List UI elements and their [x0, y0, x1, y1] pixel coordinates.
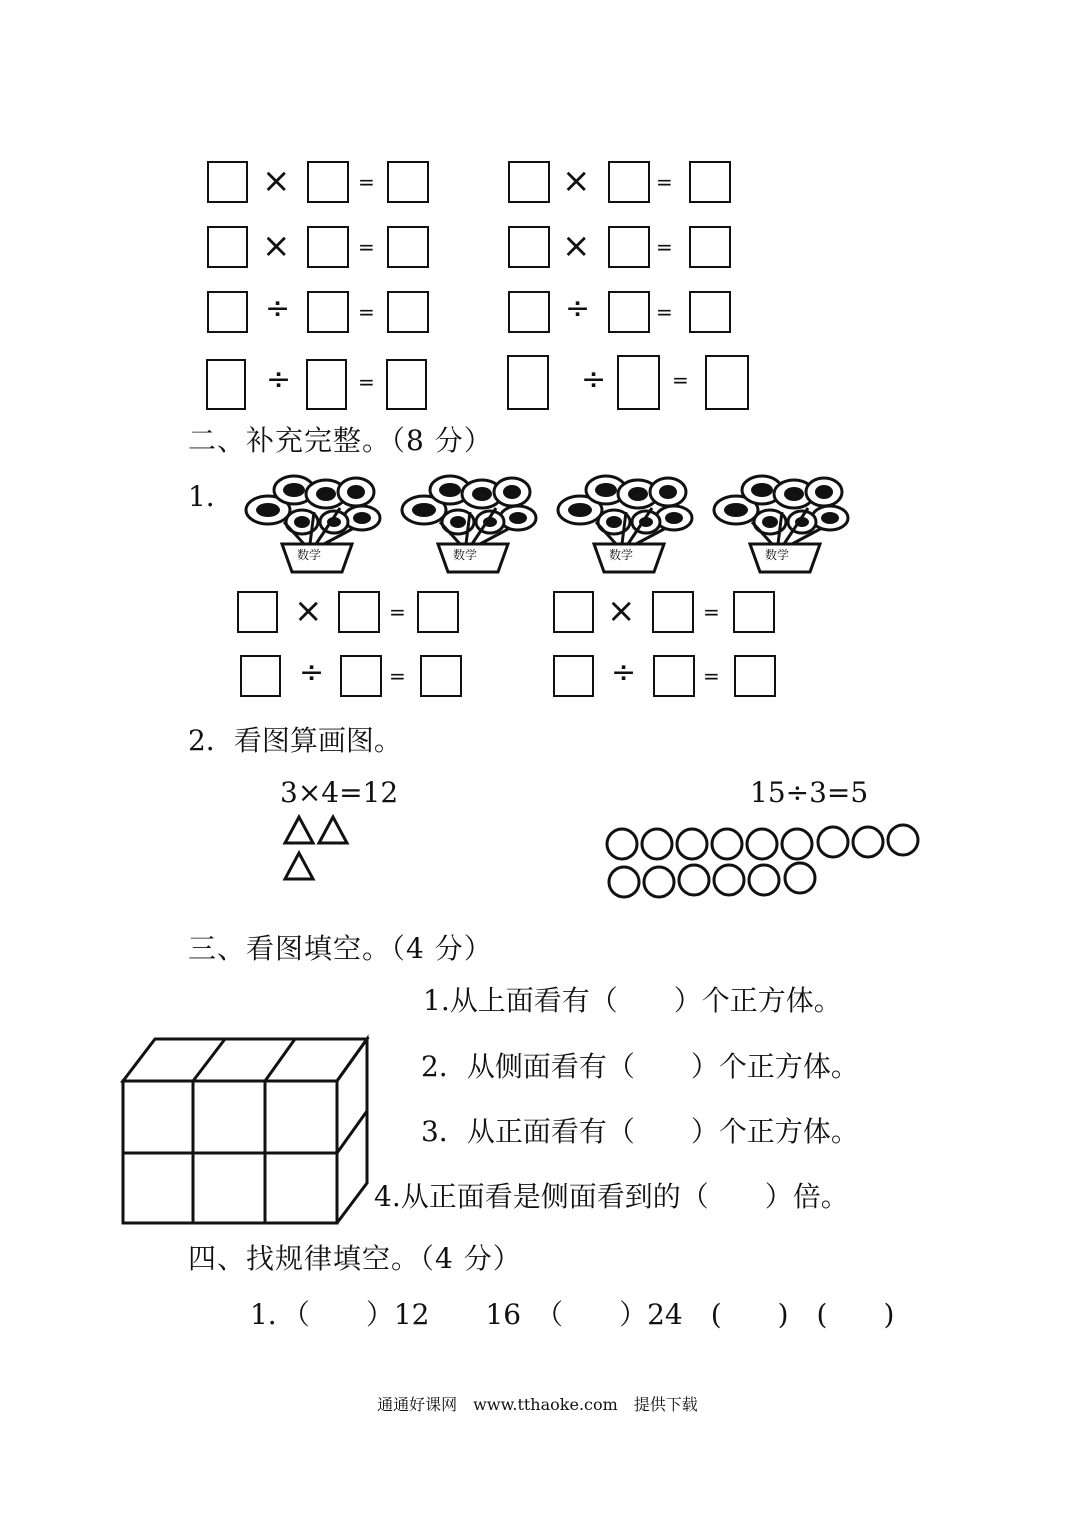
- answer-box[interactable]: [508, 291, 550, 333]
- equals-sign: =: [656, 300, 673, 324]
- answer-box[interactable]: [608, 226, 650, 268]
- equals-sign: =: [389, 664, 406, 688]
- answer-box[interactable]: [652, 591, 694, 633]
- answer-box[interactable]: [689, 226, 731, 268]
- equals-sign: =: [358, 235, 375, 259]
- section3-question-1: 1.从上面看有（ ）个正方体。: [423, 984, 842, 1017]
- equation-multiply: 3×4=12: [280, 776, 399, 809]
- answer-box[interactable]: [340, 655, 382, 697]
- answer-box[interactable]: [705, 355, 749, 410]
- answer-box[interactable]: [386, 359, 427, 410]
- answer-box[interactable]: [689, 161, 731, 203]
- circle-group: [604, 822, 924, 902]
- times-sign: ×: [294, 591, 323, 631]
- equals-sign: =: [672, 368, 689, 392]
- answer-box[interactable]: [420, 655, 462, 697]
- pot-text: 数学: [297, 548, 322, 562]
- times-sign: ×: [607, 591, 636, 631]
- answer-box[interactable]: [206, 359, 246, 410]
- section3-heading: 三、看图填空。（4 分）: [188, 932, 493, 965]
- answer-box[interactable]: [240, 655, 281, 697]
- answer-box[interactable]: [608, 161, 650, 203]
- equation-divide: 15÷3=5: [750, 776, 869, 809]
- triangle-group: [283, 815, 353, 885]
- q2-label: 2．看图算画图。: [188, 724, 402, 757]
- times-sign: ×: [562, 226, 591, 266]
- pot-text: 数学: [765, 548, 790, 562]
- answer-box[interactable]: [338, 591, 380, 633]
- section3-question-4: 4.从正面看是侧面看到的（ ）倍。: [374, 1180, 849, 1213]
- q1-label: 1．: [188, 480, 234, 513]
- divide-sign: ÷: [299, 655, 325, 690]
- answer-box[interactable]: [608, 291, 650, 333]
- answer-box[interactable]: [553, 591, 594, 633]
- answer-box[interactable]: [387, 291, 429, 333]
- answer-box[interactable]: [733, 591, 775, 633]
- answer-box[interactable]: [207, 226, 248, 268]
- pot-text: 数学: [453, 548, 478, 562]
- answer-box[interactable]: [306, 359, 347, 410]
- answer-box[interactable]: [307, 226, 349, 268]
- equals-sign: =: [703, 664, 720, 688]
- times-sign: ×: [262, 226, 291, 266]
- section3-question-2: 2．从侧面看有（ ）个正方体。: [421, 1050, 859, 1083]
- divide-sign: ÷: [266, 362, 292, 397]
- divide-sign: ÷: [581, 362, 607, 397]
- equals-sign: =: [656, 170, 673, 194]
- section4-heading: 四、找规律填空。（4 分）: [188, 1242, 522, 1275]
- answer-box[interactable]: [508, 226, 550, 268]
- answer-box[interactable]: [417, 591, 459, 633]
- answer-box[interactable]: [553, 655, 594, 697]
- divide-sign: ÷: [565, 291, 591, 326]
- answer-box[interactable]: [387, 226, 429, 268]
- equals-sign: =: [656, 235, 673, 259]
- answer-box[interactable]: [307, 291, 349, 333]
- answer-box[interactable]: [387, 161, 429, 203]
- equals-sign: =: [703, 600, 720, 624]
- pot-text: 数学: [609, 548, 634, 562]
- section4-question-1: 1．（ ）12 16 （ ）24 ( ) ( ): [250, 1298, 895, 1331]
- section3-question-3: 3．从正面看有（ ）个正方体。: [421, 1115, 859, 1148]
- equals-sign: =: [358, 300, 375, 324]
- answer-box[interactable]: [617, 355, 660, 410]
- answer-box[interactable]: [307, 161, 349, 203]
- times-sign: ×: [562, 161, 591, 201]
- equals-sign: =: [358, 370, 375, 394]
- cube-stack: [115, 1035, 385, 1235]
- answer-box[interactable]: [237, 591, 278, 633]
- answer-box[interactable]: [207, 161, 248, 203]
- divide-sign: ÷: [611, 655, 637, 690]
- divide-sign: ÷: [265, 291, 291, 326]
- equals-sign: =: [358, 170, 375, 194]
- times-sign: ×: [262, 161, 291, 201]
- section2-heading: 二、补充完整。（8 分）: [188, 424, 493, 457]
- answer-box[interactable]: [653, 655, 695, 697]
- answer-box[interactable]: [507, 355, 549, 410]
- equals-sign: =: [389, 600, 406, 624]
- answer-box[interactable]: [689, 291, 731, 333]
- answer-box[interactable]: [508, 161, 550, 203]
- answer-box[interactable]: [207, 291, 248, 333]
- answer-box[interactable]: [734, 655, 776, 697]
- page-footer: 通通好课网 www.tthaoke.com 提供下载: [377, 1395, 698, 1414]
